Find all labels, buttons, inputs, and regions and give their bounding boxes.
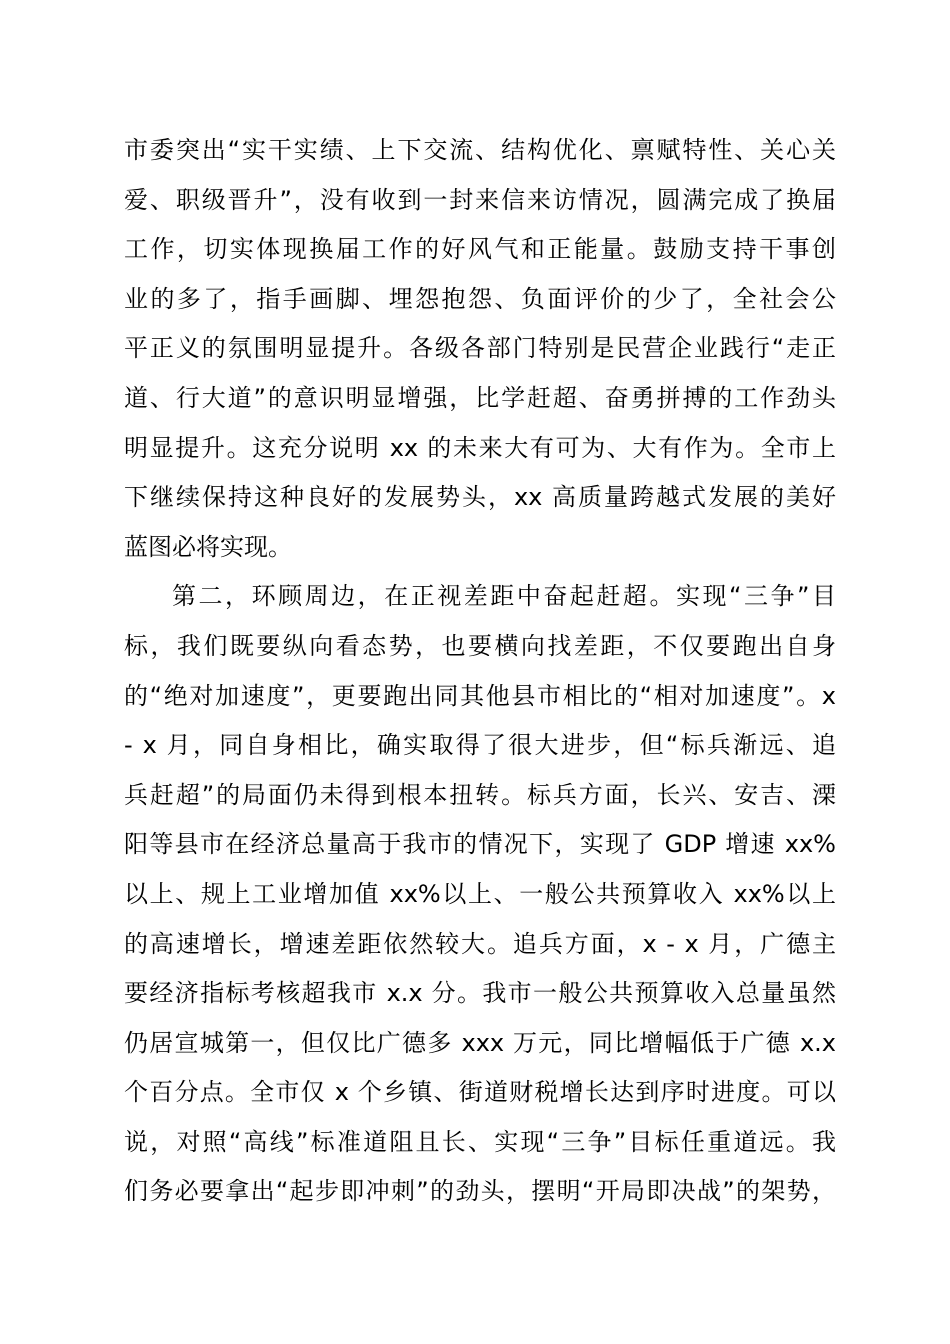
- text-line: 们务必要拿出“起步即冲刺”的劲头，摆明“开局即决战”的架势，: [124, 1177, 836, 1206]
- text-line: 仍居宣城第一，但仅比广德多 xxx 万元，同比增幅低于广德 x.x: [124, 1028, 836, 1057]
- text-line: 的高速增长，增速差距依然较大。追兵方面，x - x 月，广德主: [124, 929, 836, 958]
- text-line: 业的多了，指手画脚、埋怨抱怨、负面评价的少了，全社会公: [124, 284, 836, 313]
- body-text: [124, 126, 836, 1217]
- text-line: 市委突出“实干实绩、上下交流、结构优化、禀赋特性、关心关: [124, 136, 836, 164]
- text-line: 工作，切实体现换届工作的好风气和正能量。鼓励支持干事创: [124, 235, 836, 264]
- text-line: 说，对照“高线”标准道阻且长、实现“三争”目标任重道远。我: [124, 1127, 836, 1156]
- text-line: 标，我们既要纵向看态势，也要横向找差距，不仅要跑出自身: [124, 631, 836, 660]
- text-line: 下继续保持这种良好的发展势头，xx 高质量跨越式发展的美好: [124, 483, 836, 512]
- text-line: - x 月，同自身相比，确实取得了很大进步，但“标兵渐远、追: [124, 731, 836, 760]
- paragraph-end-line: 蓝图必将实现。: [124, 532, 292, 561]
- text-line: 的“绝对加速度”，更要跑出同其他县市相比的“相对加速度”。x: [124, 681, 836, 710]
- text-line: 个百分点。全市仅 x 个乡镇、街道财税增长达到序时进度。可以: [124, 1078, 836, 1107]
- paragraph-first-line: 第二，环顾周边，在正视差距中奋起赶超。实现“三争”目: [172, 582, 836, 611]
- text-line: 道、行大道”的意识明显增强，比学赶超、奋勇拼搏的工作劲头: [124, 383, 836, 412]
- text-line: 明显提升。这充分说明 xx 的未来大有可为、大有作为。全市上: [124, 433, 836, 462]
- text-line: 以上、规上工业增加值 xx%以上、一般公共预算收入 xx%以上: [124, 879, 836, 908]
- text-line: 兵赶超”的局面仍未得到根本扭转。标兵方面，长兴、安吉、溧: [124, 780, 836, 809]
- text-line: 要经济指标考核超我市 x.x 分。我市一般公共预算收入总量虽然: [124, 979, 836, 1008]
- text-line: 平正义的氛围明显提升。各级各部门特别是民营企业践行“走正: [124, 334, 836, 363]
- text-line: 爱、职级晋升”，没有收到一封来信来访情况，圆满完成了换届: [124, 185, 836, 214]
- text-line: 阳等县市在经济总量高于我市的情况下，实现了 GDP 增速 xx%: [124, 830, 836, 859]
